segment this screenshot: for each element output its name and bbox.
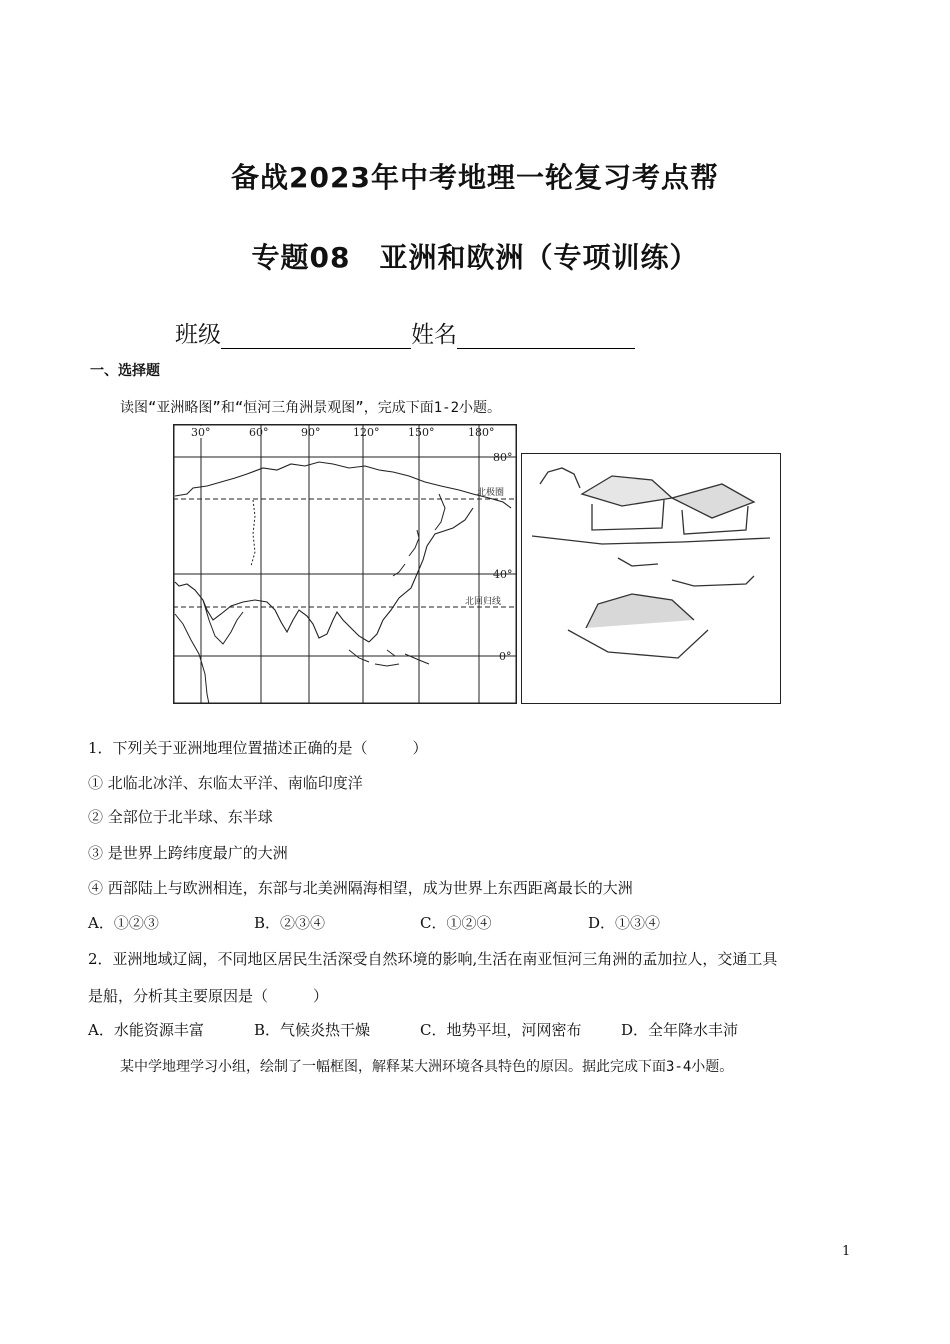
intro-text-2: 某中学地理学习小组，绘制了一幅框图，解释某大洲环境各具特色的原因。据此完成下面3-4小题。	[120, 1059, 734, 1075]
far-boat	[618, 558, 658, 566]
q2-option-c[interactable]: C．地势平坦，河网密布	[420, 1021, 582, 1039]
name-blank[interactable]	[457, 322, 635, 349]
house-roof	[582, 476, 672, 506]
large-boat-hull	[568, 630, 708, 658]
lon-label-120: 120°	[353, 426, 380, 439]
q2-option-d[interactable]: D．全年降水丰沛	[621, 1021, 739, 1039]
q2-options	[88, 1019, 738, 1040]
tree-sketch	[540, 468, 580, 488]
q2-option-a[interactable]: A．水能资源丰富	[88, 1021, 204, 1039]
lat-label-80: 80°	[493, 451, 513, 464]
large-boat-canopy	[586, 594, 694, 628]
q1-option-b[interactable]: B．②③④	[254, 914, 326, 932]
q1-option-a[interactable]: A．①②③	[88, 914, 159, 932]
page-number: 1	[842, 1244, 851, 1259]
q1-option-d[interactable]: D．①③④	[588, 914, 661, 932]
document-subtitle: 专题08 亚洲和欧洲（专项训练）	[251, 241, 699, 274]
waterline	[532, 536, 770, 544]
q2-option-b[interactable]: B．气候炎热干燥	[254, 1021, 371, 1039]
lon-label-60: 60°	[249, 426, 269, 439]
q2-stem-line2: 是船，分析其主要原因是（ ）	[88, 987, 329, 1005]
class-blank[interactable]	[221, 322, 411, 349]
class-name-line	[175, 316, 635, 349]
intro-text-1: 读图“亚洲略图”和“恒河三角洲景观图”，完成下面1-2小题。	[120, 400, 501, 416]
document-title: 备战2023年中考地理一轮复习考点帮	[231, 161, 719, 194]
lat-label-40: 40°	[493, 568, 513, 581]
q1-item-3: ③ 是世界上跨纬度最广的大洲	[88, 844, 288, 862]
landscape-sketch	[522, 454, 780, 703]
q1-options	[88, 912, 660, 933]
ganges-delta-landscape-image	[521, 453, 781, 704]
class-label: 班级	[175, 322, 221, 348]
q1-stem: 1．下列关于亚洲地理位置描述正确的是（ ）	[88, 739, 428, 757]
q1-item-4: ④ 西部陆上与欧洲相连，东部与北美洲隔海相望，成为世界上东西距离最长的大洲	[88, 879, 633, 897]
lat-label-0: 0°	[499, 650, 512, 663]
asia-map	[173, 424, 517, 704]
q2-stem-line1: 2．亚洲地域辽阔，不同地区居民生活深受自然环境的影响,生活在南亚恒河三角洲的孟加拉人，交通工具	[88, 950, 778, 968]
arctic-circle-label: 北极圈	[477, 488, 505, 498]
q1-item-2: ② 全部位于北半球、东半球	[88, 808, 273, 826]
lon-label-90: 90°	[301, 426, 321, 439]
lon-label-150: 150°	[408, 426, 435, 439]
q1-item-1: ① 北临北冰洋、东临太平洋、南临印度洋	[88, 774, 363, 792]
tropic-label: 北回归线	[465, 597, 502, 607]
house-roof-2	[672, 484, 754, 518]
lon-label-30: 30°	[191, 426, 211, 439]
small-boat	[672, 576, 754, 586]
name-label: 姓名	[411, 322, 457, 348]
section-heading: 一、选择题	[90, 363, 160, 379]
q1-option-c[interactable]: C．①②④	[420, 914, 492, 932]
lon-label-180: 180°	[468, 426, 495, 439]
